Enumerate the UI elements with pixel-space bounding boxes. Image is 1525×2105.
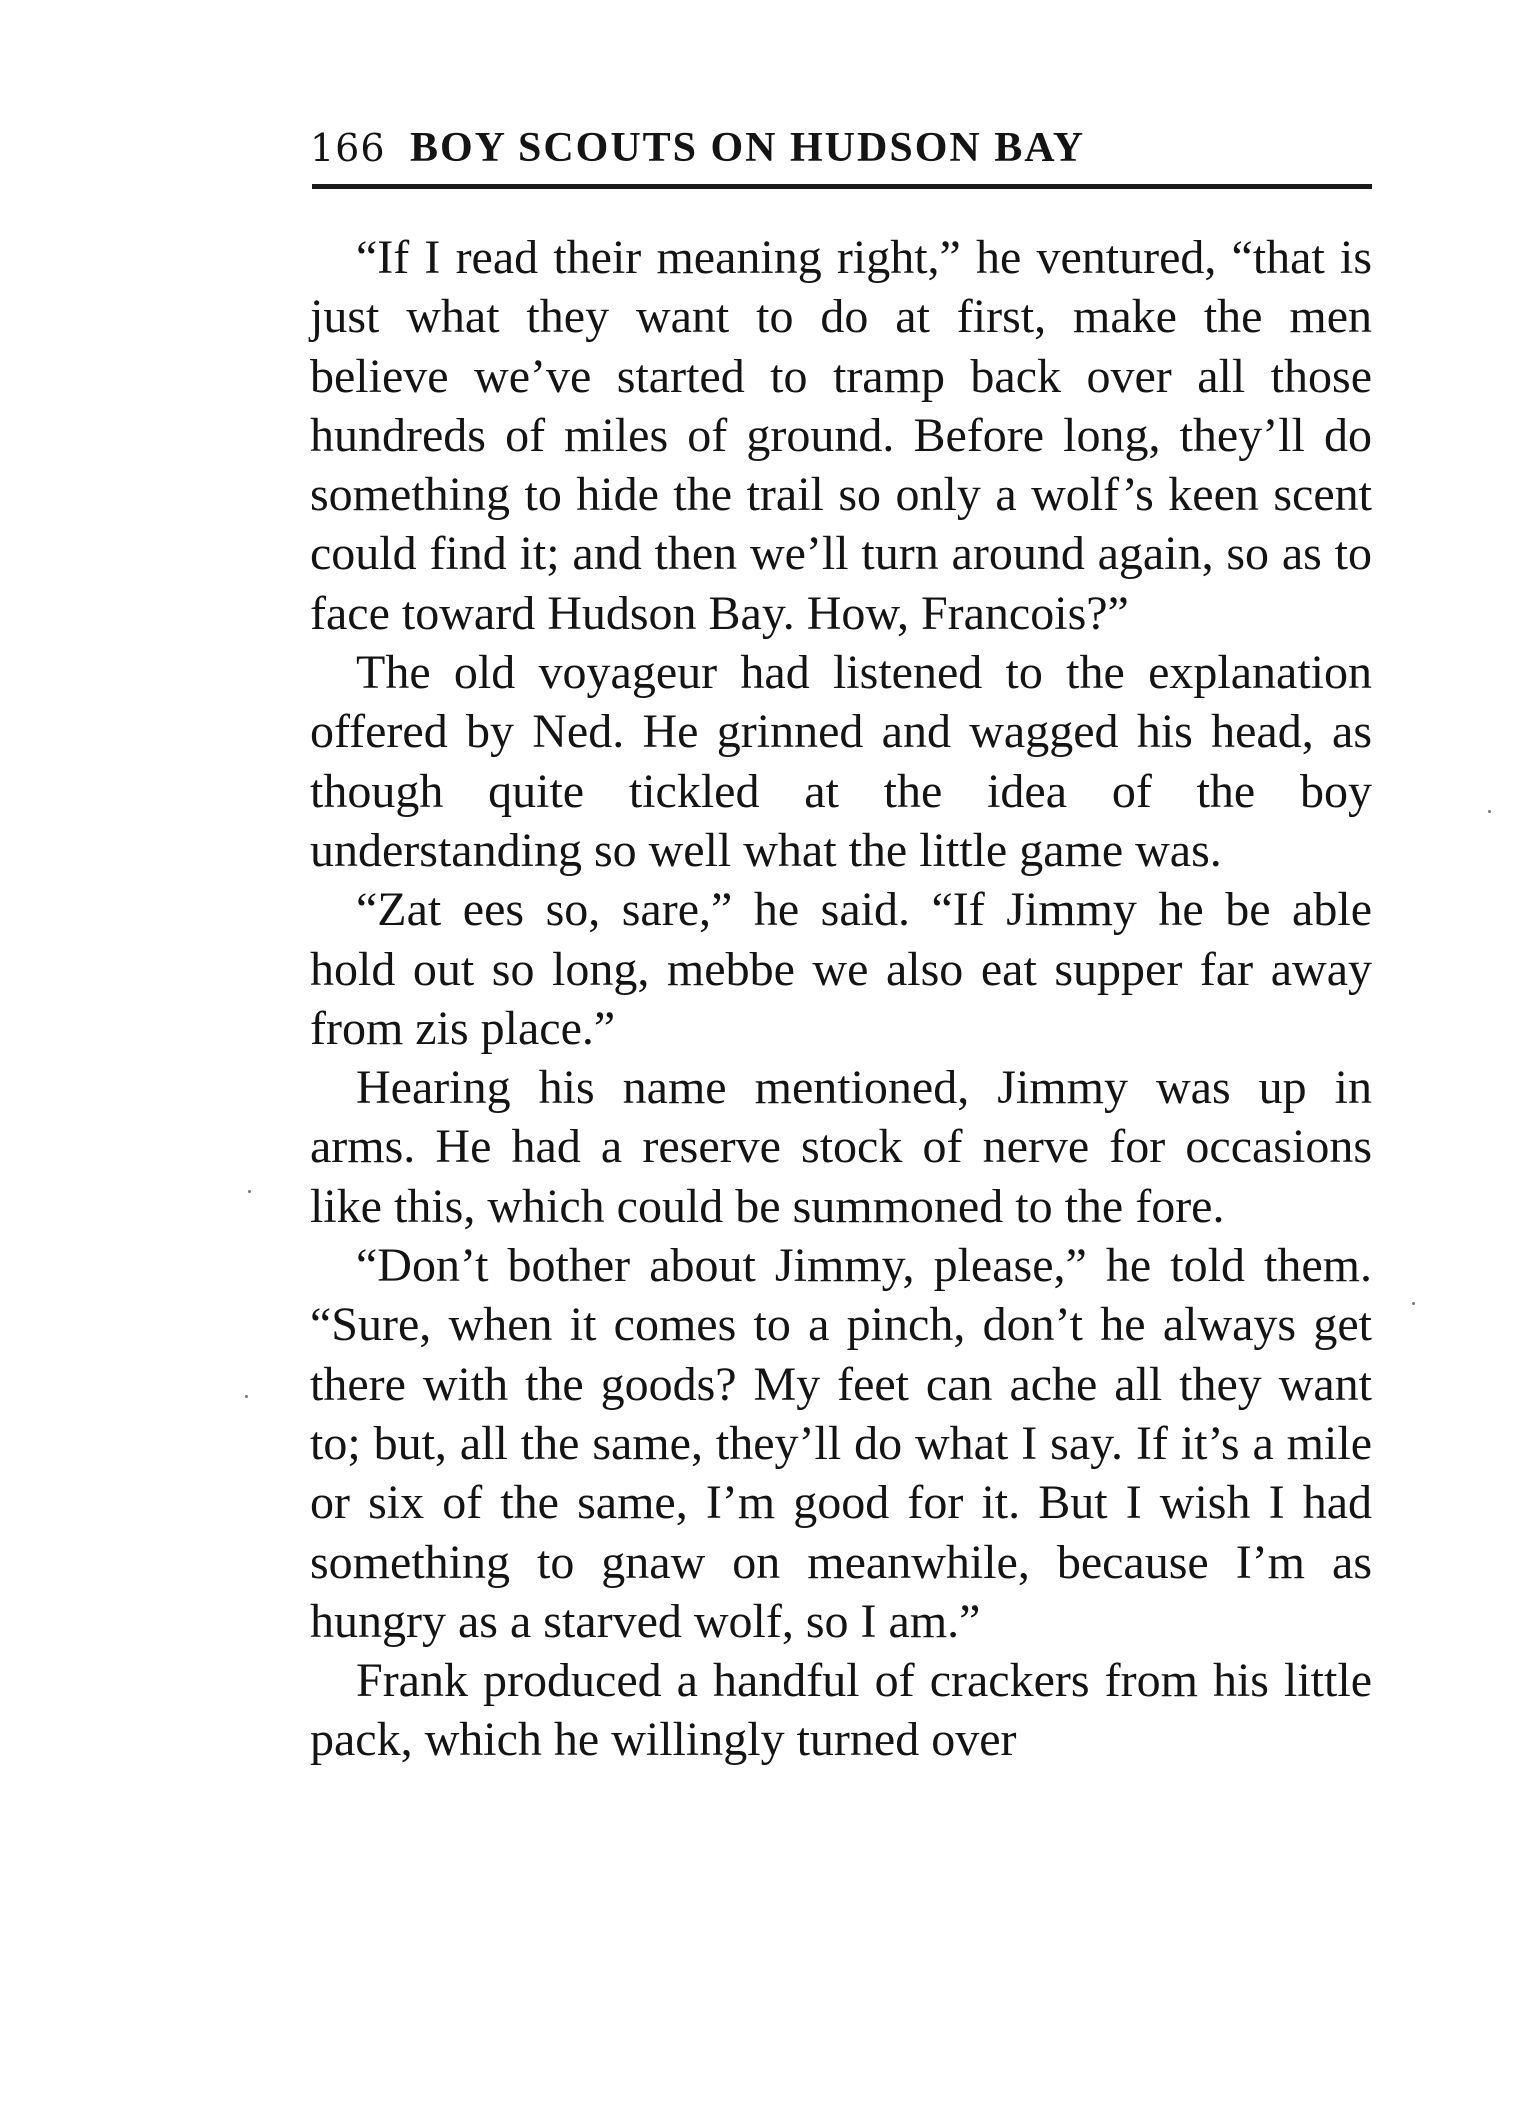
paragraph: “If I read their meaning right,” he ventured, “that is just what they want to do at first, make the men believe we’ve started to tramp back over all those hundreds of miles of ground. Before long, they’ll do something to hide the trail so only a wolf’s keen scent could find it; and then we’ll turn around again, so as to face toward Hudson Bay. How, Francois?” — [310, 231, 1372, 640]
paper-speck — [1488, 810, 1491, 813]
paragraph: The old voyageur had listened to the explanation offered by Ned. He grinned and wagged his head, as though quite tickled at the idea of the boy understanding so well what the little game was. — [310, 646, 1372, 877]
page-number: 166 — [310, 126, 386, 170]
body-text — [310, 228, 1372, 1770]
paragraph: “Zat ees so, sare,” he said. “If Jimmy he be able hold out so long, mebbe we also eat supper far away from zis place.” — [310, 883, 1372, 1055]
paragraph: “Don’t bother about Jimmy, please,” he told them. “Sure, when it comes to a pinch, don’t he always get there with the goods? My feet can ache all they want to; but, all the same, they’ll do what I say. If it’s a mile or six of the same, I’m good for it. But I wish I had something to gnaw on meanwhile, because I’m as hungry as a starved wolf, so I am.” — [310, 1239, 1372, 1648]
header-rule — [312, 184, 1372, 189]
paper-speck — [1412, 1302, 1415, 1305]
running-head: BOY SCOUTS ON HUDSON BAY — [410, 125, 1086, 171]
paragraph: Hearing his name mentioned, Jimmy was up in arms. He had a reserve stock of nerve for occasions like this, which could be summoned to the fore. — [310, 1061, 1372, 1233]
page-header — [310, 120, 1370, 190]
paragraph: Frank produced a handful of crackers from his little pack, which he willingly turned over — [310, 1654, 1372, 1767]
paper-speck — [245, 1395, 248, 1398]
paper-speck — [248, 1190, 251, 1193]
